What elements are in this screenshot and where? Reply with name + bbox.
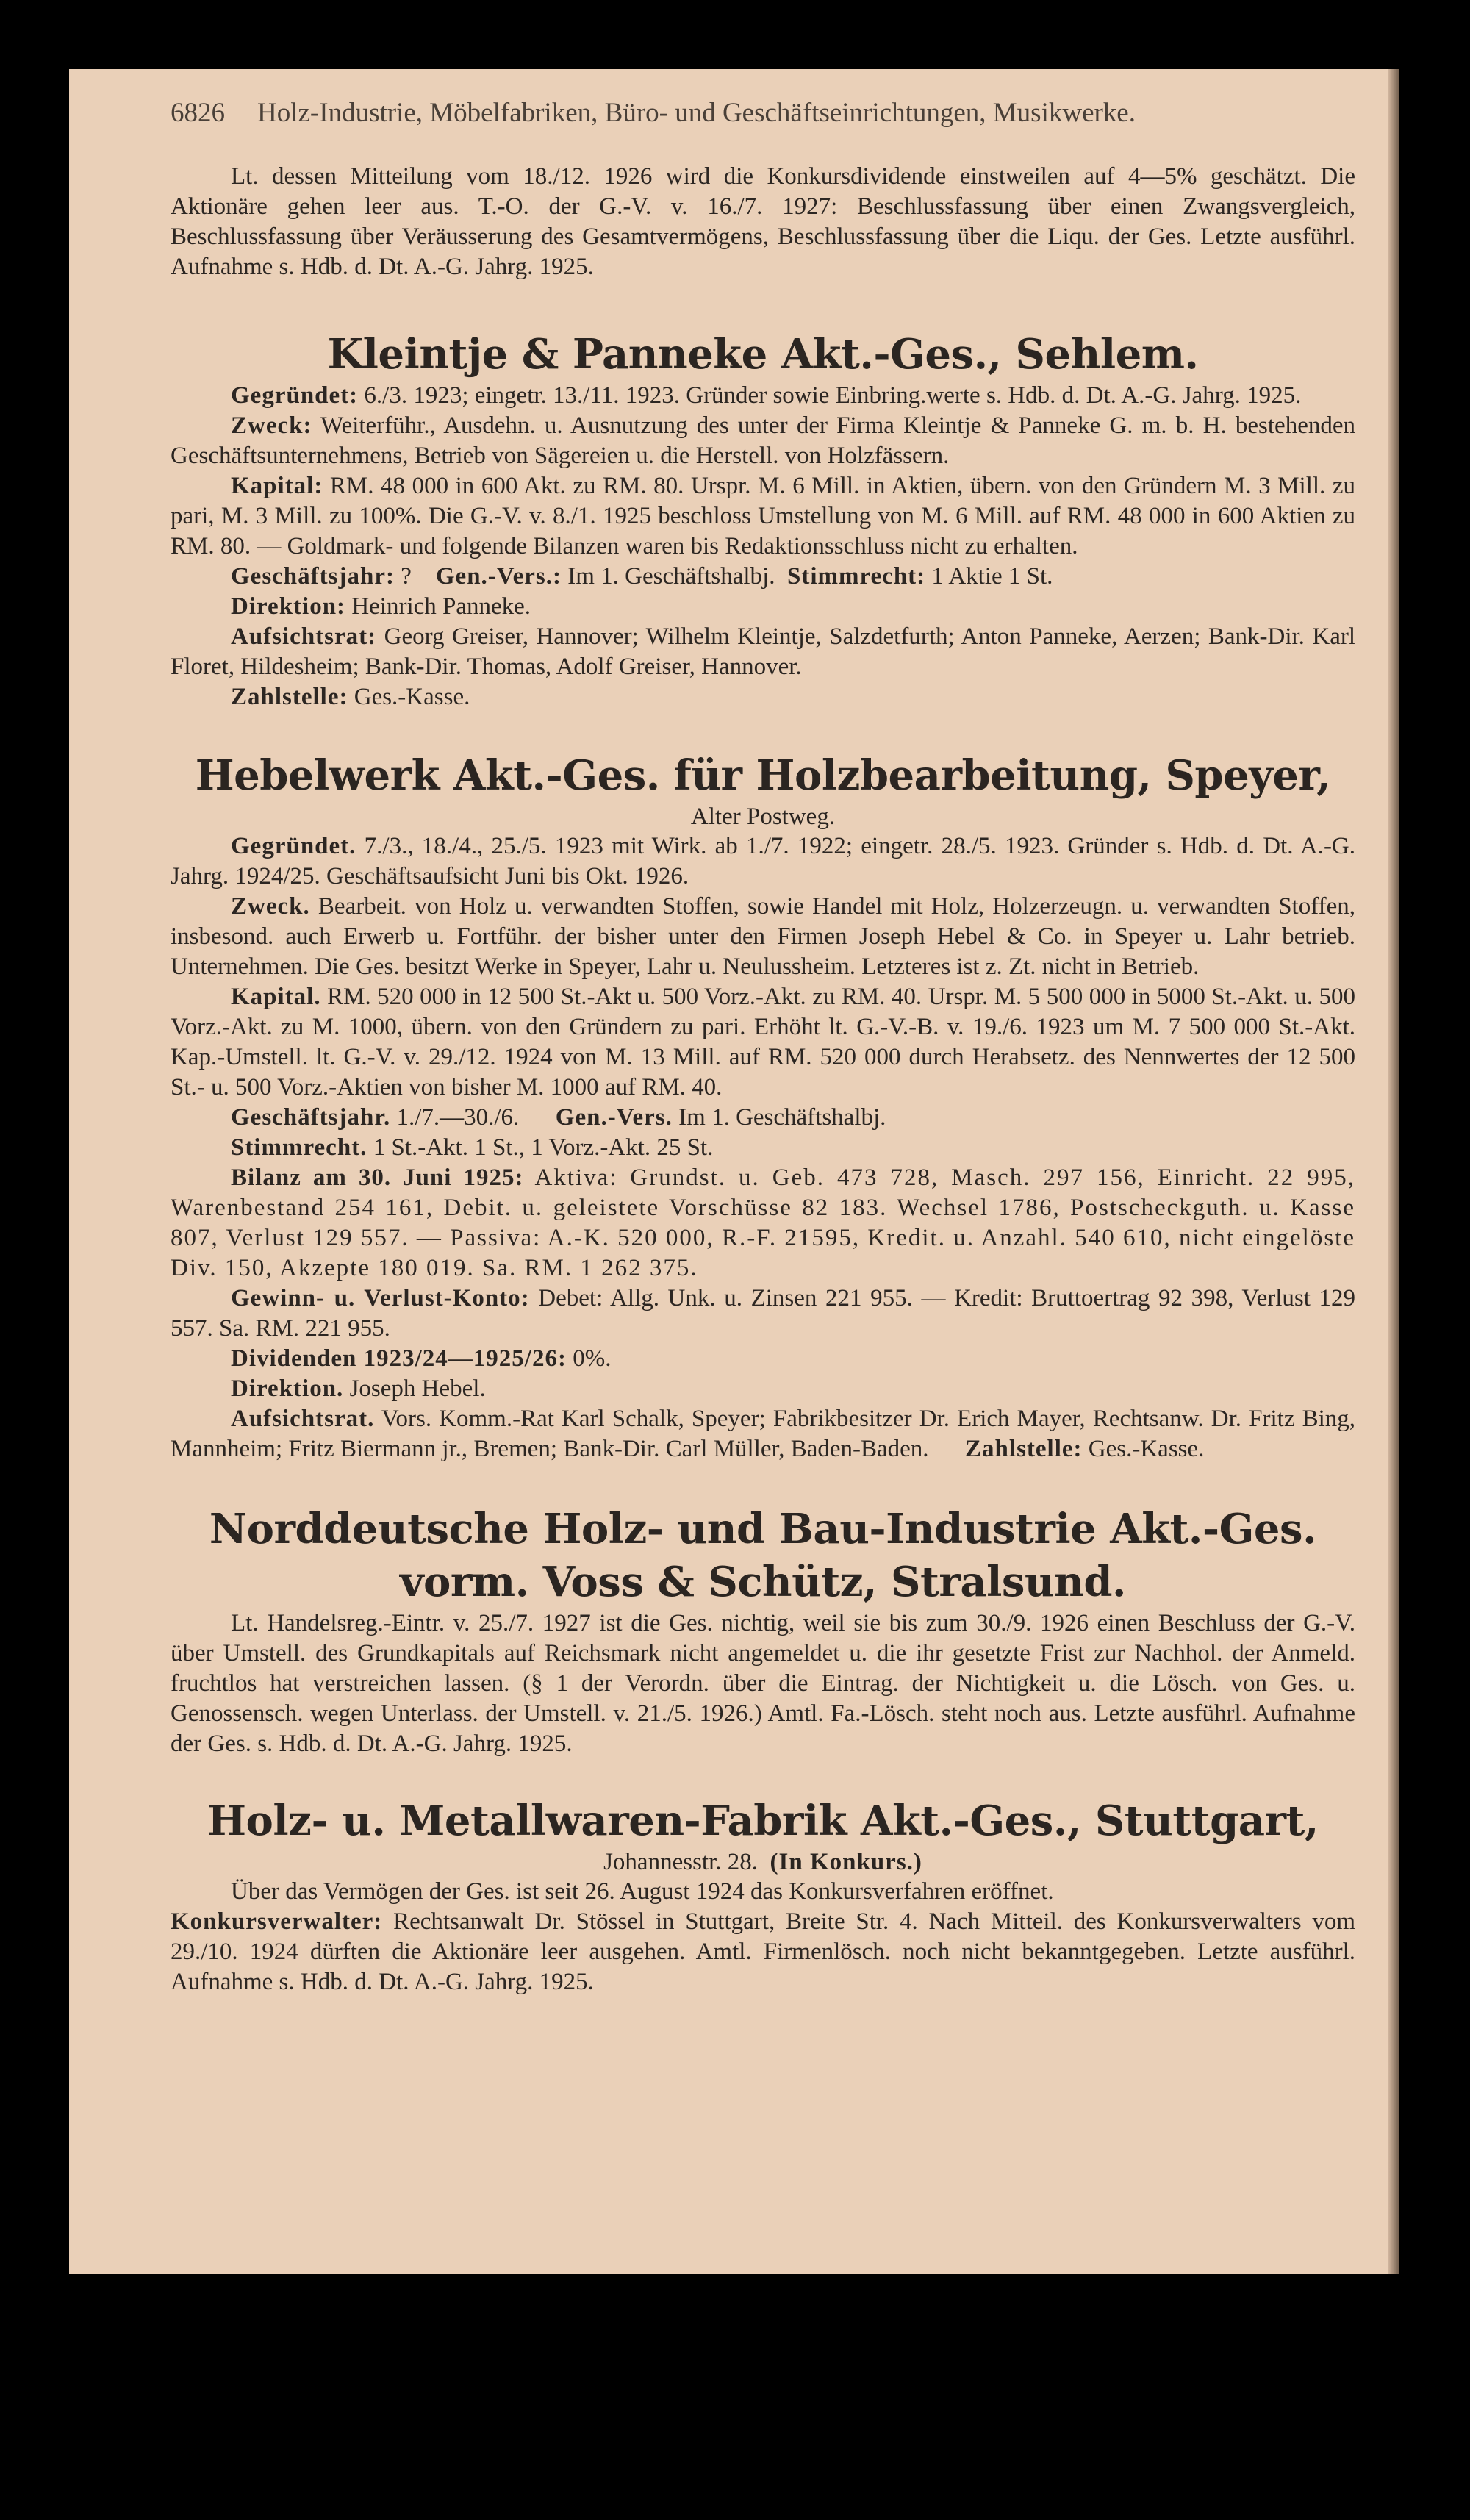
company-title-line2: vorm. Voss & Schütz, Stralsund. [399, 1558, 1126, 1606]
company-entry-norddeutsche [171, 1503, 1355, 1759]
purpose-text: Weiterführ., Ausdehn. u. Ausnutzung des unter der Firma Kleintje & Panneke G. m. b. H. bestehenden Geschäftsunternehmens, Betrieb von Sägereien u. die Herstell. von Holzfässern. [171, 412, 1355, 469]
company-address: Alter Postweg. [690, 803, 836, 830]
company-address-status [171, 1847, 1355, 1877]
capital-paragraph [171, 982, 1355, 1103]
management-label: Direktion. [231, 1375, 344, 1402]
dividends-text: 0%. [573, 1345, 612, 1372]
dividends-paragraph [171, 1344, 1355, 1374]
fiscal-meeting-voting-line [171, 562, 1355, 592]
bankruptcy-status: (In Konkurs.) [770, 1849, 922, 1875]
supervisory-board-paragraph [171, 622, 1355, 682]
supervisory-board-paragraph [171, 1404, 1355, 1464]
management-paragraph [171, 1374, 1355, 1404]
management-label: Direktion: [231, 593, 346, 620]
voting-right-label: Stimmrecht. [231, 1134, 368, 1161]
fiscal-year-text: ? [401, 563, 412, 590]
management-text: Joseph Hebel. [349, 1375, 486, 1402]
purpose-paragraph [171, 411, 1355, 471]
paying-agent-text: Ges.-Kasse. [1088, 1436, 1205, 1462]
general-meeting-label: Gen.-Vers.: [435, 563, 562, 590]
company-title-line1: Norddeutsche Holz- und Bau-Industrie Akt.-Ges. [209, 1505, 1317, 1553]
purpose-label: Zweck. [231, 893, 310, 920]
profit-loss-text: Debet: Allg. Unk. u. Zinsen 221 955. — Kredit: Bruttoertrag 92 398, Verlust 129 557. Sa. RM. 221 955. [171, 1285, 1355, 1342]
general-meeting-text: Im 1. Geschäftshalbj. [567, 563, 775, 590]
paying-agent-label: Zahlstelle: [965, 1436, 1083, 1462]
fiscal-year-label: Geschäftsjahr. [231, 1104, 391, 1131]
supervisory-board-label: Aufsichtsrat. [231, 1406, 375, 1432]
paying-agent-paragraph [171, 682, 1355, 712]
company-entry-kleintje [171, 328, 1355, 712]
founded-label: Gegründet: [231, 382, 359, 409]
administrator-label: Konkursverwalter: [171, 1908, 383, 1935]
founded-paragraph [171, 831, 1355, 892]
purpose-text: Bearbeit. von Holz u. verwandten Stoffen, sowie Handel mit Holz, Holzerzeugn. u. verwandten Stoffen, insbesond. auch Erwerb u. Fortführ. der bisher unter den Firmen Joseph Hebel & Co. in Speyer u. Lahr betrieb. Unternehmen. Die Ges. besitzt Werke in Speyer, Lahr u. Neulussheim. Letzteres ist z. Zt. nicht in Betrieb. [171, 893, 1355, 980]
company-title: Holz- u. Metallwaren-Fabrik Akt.-Ges., Stuttgart, [207, 1797, 1319, 1845]
fiscal-year-label: Geschäftsjahr: [231, 563, 395, 590]
company-entry-hebelwerk [171, 749, 1355, 1464]
profit-loss-paragraph [171, 1284, 1355, 1344]
purpose-label: Zweck: [231, 412, 312, 439]
voting-right-text: 1 Aktie 1 St. [931, 563, 1053, 590]
administrator-paragraph [171, 1907, 1355, 1997]
management-paragraph [171, 592, 1355, 622]
fiscal-year-text: 1./7.—30./6. [396, 1104, 520, 1131]
profit-loss-label: Gewinn- u. Verlust-Konto: [231, 1285, 530, 1311]
general-meeting-label: Gen.-Vers. [555, 1104, 673, 1131]
supervisory-board-text: Vors. Komm.-Rat Karl Schalk, Speyer; Fabrikbesitzer Dr. Erich Mayer, Rechtsanw. Dr. Fritz Bing, Mannheim; Fritz Biermann jr., Bremen; Bank-Dir. Carl Müller, Baden-Baden. [171, 1406, 1356, 1462]
company-title: Hebelwerk Akt.-Ges. für Holzbearbeitung, Speyer, [195, 751, 1331, 800]
bankruptcy-text-b: Rechtsanwalt Dr. Stössel in Stuttgart, Breite Str. 4. Nach Mitteil. des Konkursverwalters vom 29./10. 1924 dürften die Aktionäre leer ausgehen. Amtl. Firmenlösch. noch nicht bekanntgegeben. Letzte ausführl. Aufnahme s. Hdb. d. Dt. A.-G. Jahrg. 1925. [171, 1908, 1356, 1995]
capital-text: RM. 48 000 in 600 Akt. zu RM. 80. Urspr. M. 6 Mill. in Aktien, übern. von den Gründern M. 3 Mill. zu pari, M. 3 Mill. zu 100%. Die G.-V. v. 8./1. 1925 beschloss Umstellung von M. 6 Mill. auf RM. 48 000 in 600 Aktien zu RM. 80. — Goldmark- und folgende Bilanzen waren bis Redaktionsschluss nicht zu erhalten. [171, 473, 1355, 559]
bankruptcy-text-a: Über das Vermögen der Ges. ist seit 26. August 1924 das Konkursverfahren eröffnet. [231, 1878, 1054, 1905]
paying-agent-text: Ges.-Kasse. [354, 684, 470, 710]
paying-agent-label: Zahlstelle: [231, 684, 348, 710]
general-meeting-text: Im 1. Geschäftshalbj. [678, 1104, 886, 1131]
page-edge-shadow [1388, 69, 1399, 2274]
page-number: 6826 [171, 98, 225, 128]
dividends-label: Dividenden 1923/24—1925/26: [231, 1345, 567, 1372]
purpose-paragraph [171, 892, 1355, 982]
balance-sheet-text: Aktiva: Grundst. u. Geb. 473 728, Masch. 297 156, Einricht. 22 995, Warenbestand 254 161, Debit. u. geleistete Vorschüsse 82 183. Wechsel 1786, Postscheckguth. u. Kasse 807, Verlust 129 557. — Passiva: A.-K. 520 000, R.-F. 21595, Kredit. u. Anzahl. 540 610, nicht eingelöste Div. 150, Akzepte 180 019. Sa. RM. 1 262 375. [171, 1164, 1356, 1281]
header-title: Holz-Industrie, Möbelfabriken, Büro- und Geschäftseinrichtungen, Musikwerke. [257, 98, 1136, 128]
capital-label: Kapital: [231, 473, 323, 499]
document-page [69, 69, 1399, 2274]
management-text: Heinrich Panneke. [351, 593, 531, 620]
intro-paragraph: Lt. dessen Mitteilung vom 18./12. 1926 wird die Konkursdividende einstweilen auf 4—5% geschätzt. Die Aktionäre gehen leer aus. T.-O. der G.-V. v. 16./7. 1927: Beschlussfassung über einen Zwangsvergleich, Beschlussfassung über Veräusserung des Gesamtvermögens, Beschlussfassung über die Liqu. der Ges. Letzte ausführl. Aufnahme s. Hdb. d. Dt. A.-G. Jahrg. 1925. [171, 163, 1355, 280]
founded-paragraph [171, 381, 1355, 411]
balance-sheet-label: Bilanz am 30. Juni 1925: [231, 1164, 524, 1191]
bankruptcy-paragraph [171, 1877, 1355, 1907]
capital-paragraph [171, 471, 1355, 562]
running-header [171, 94, 1355, 138]
company-title: Kleintje & Panneke Akt.-Ges., Sehlem. [327, 330, 1199, 379]
company-entry-holz-metallwaren [171, 1794, 1355, 1997]
founded-text: 7./3., 18./4., 25./5. 1923 mit Wirk. ab 1./7. 1922; eingetr. 28./5. 1923. Gründer s. Hdb. d. Dt. A.-G. Jahrg. 1924/25. Geschäftsaufsicht Juni bis Okt. 1926. [171, 833, 1356, 889]
company-address: Johannesstr. 28. [603, 1849, 759, 1875]
voting-right-paragraph [171, 1133, 1355, 1163]
capital-text: RM. 520 000 in 12 500 St.-Akt u. 500 Vorz.-Akt. zu RM. 40. Urspr. M. 5 500 000 in 5000 St.-Akt. u. 500 Vorz.-Akt. zu M. 1000, übern. von den Gründern zu pari. Erhöht lt. G.-V.-B. v. 19./6. 1923 um M. 7 500 000 St.-Akt. Kap.-Umstell. lt. G.-V. v. 29./12. 1924 von M. 13 Mill. auf RM. 520 000 durch Herabsetz. des Nennwertes der 12 500 St.- u. 500 Vorz.-Aktien von bisher M. 1000 auf RM. 40. [171, 984, 1356, 1100]
supervisory-board-label: Aufsichtsrat: [231, 623, 377, 650]
supervisory-board-text: Georg Greiser, Hannover; Wilhelm Kleintje, Salzdetfurth; Anton Panneke, Aerzen; Bank-Dir. Karl Floret, Hildesheim; Bank-Dir. Thomas, Adolf Greiser, Hannover. [171, 623, 1356, 680]
company-text: Lt. Handelsreg.-Eintr. v. 25./7. 1927 ist die Ges. nichtig, weil sie bis zum 30./9. 1926 einen Beschluss der G.-V. über Umstell. des Grundkapitals auf Reichsmark nicht angemeldet u. die ihr gesetzte Frist zur Nachhol. der Anmeld. fruchtlos hat verstreichen lassen. (§ 1 der Verordn. über die Eintrag. der Nichtigkeit u. die Lösch. von Ges. u. Genossensch. wegen Unterlass. der Umstell. v. 21./5. 1926.) Amtl. Fa.-Lösch. steht noch aus. Letzte ausführl. Aufnahme der Ges. s. Hdb. d. Dt. A.-G. Jahrg. 1925. [171, 1610, 1355, 1757]
voting-right-label: Stimmrecht: [786, 563, 926, 590]
founded-label: Gegründet. [231, 833, 356, 859]
fiscal-meeting-line [171, 1103, 1355, 1133]
balance-sheet-paragraph [171, 1163, 1355, 1284]
capital-label: Kapital. [231, 984, 321, 1010]
voting-right-text: 1 St.-Akt. 1 St., 1 Vorz.-Akt. 25 St. [373, 1134, 714, 1161]
founded-text: 6./3. 1923; eingetr. 13./11. 1923. Gründer sowie Einbring.werte s. Hdb. d. Dt. A.-G. Jahrg. 1925. [364, 382, 1302, 409]
